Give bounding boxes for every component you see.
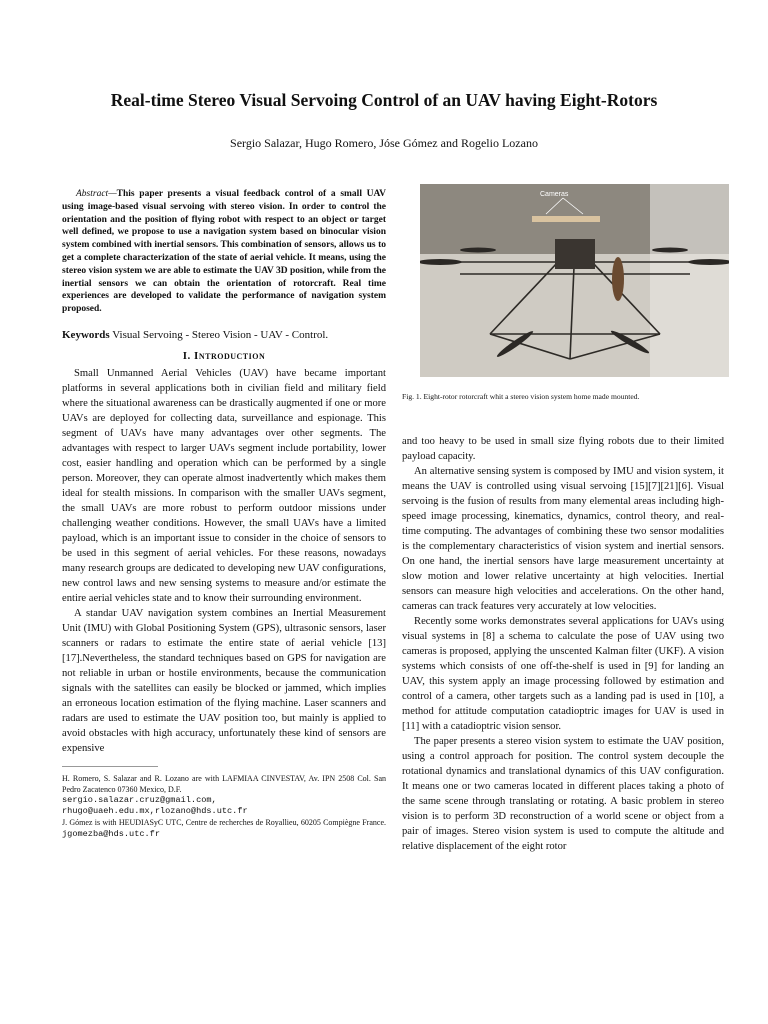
footnote-affiliation-2 bbox=[62, 817, 386, 840]
footnote-email-2: jgomezba@hds.utc.fr bbox=[62, 828, 160, 839]
footnote-emails-1a: sergio.salazar.cruz@gmail.com, bbox=[62, 794, 217, 805]
footnote-affiliation-2-text: J. Gómez is with HEUDIASyC UTC, Centre de recherches de Royallieu, 60205 Compiègne France. bbox=[62, 817, 386, 827]
author-list: Sergio Salazar, Hugo Romero, Jóse Gómez and Rogelio Lozano bbox=[230, 136, 538, 150]
left-column bbox=[62, 188, 386, 840]
abstract: Abstract—This paper presents a visual feedback control of a small UAV using image-based visual servoing with stereo vision. In order to control the orientation and the position of flying robot with respect to an object or target well defined, we propose to use a navigation system based on binocular vision system combined with inertial sensors. This combination of sensors, allows us to get a complete characterization of the state of aerial vehicle. It means, using the stereo vision system we are able to estimate the UAV 3D position, while from the inertial sensors we can obtain the orientation of rotorcraft. Real time experiences are developed to validate the performance of navigation system proposed. bbox=[62, 189, 386, 315]
footnote-affiliation-1: H. Romero, S. Salazar and R. Lozano are with LAFMIAA CINVESTAV, Av. IPN 2508 Col. San Pedro Zacatenco 07360 Mexico, D.F. bbox=[62, 773, 386, 794]
keywords bbox=[62, 328, 386, 343]
keywords-text: Visual Servoing - Stereo Vision - UAV - Control. bbox=[112, 328, 329, 341]
paper-title: Real-time Stereo Visual Servoing Control of an UAV having Eight-Rotors bbox=[110, 90, 658, 110]
keywords-label: Keywords bbox=[62, 328, 110, 341]
footnote-divider bbox=[62, 766, 158, 767]
right-paragraph-1: and too heavy to be used in small size flying robots due to their limited payload capacity. bbox=[402, 436, 724, 462]
intro-paragraph-1: Small Unmanned Aerial Vehicles (UAV) have became important platforms in several applications both in civilian field and military field where the situational awareness can be drastically augmented if one or more UAVs are deployed for collecting data, surveillance and espionage. This segment of UAVs have many advantages over other segments. The advantages with respect to larger UAVs segment include portability, lower cost, easier handling and operation which can be performed by a single person. Moreover, they can operate almost inadvertently which makes them ideal for stealth missions. In comparison with the smaller UAVs segment, the small UAVs are more robust to perform outdoor missions under challenging weather conditions. However, the small UAVs have a limited payload, which is an important issue to consider in the choice of sensors to be used in this segment of aerial vehicles. For these reasons, nowadays many research groups are dedicated to developing new UAV configurations, new control laws and new sensing systems to measure and/or estimate the entire aerial vehicles state and to know their surrounding environment. bbox=[62, 367, 386, 604]
figure-annotation-cameras: Cameras bbox=[540, 191, 569, 198]
abstract-label: Abstract bbox=[76, 189, 109, 199]
figure-caption: Fig. 1. Eight-rotor rotorcraft whit a stereo vision system home made mounted. bbox=[402, 392, 640, 401]
right-paragraph-4: The paper presents a stereo vision system to estimate the UAV position, using a control approach for position. The control system decouple the rotational dynamics and translational dynamics of this UAV configuration. It means one or two cameras located in different places taking a photo of the same scene through translating or rotating. A basic problem in stereo vision is to perform 3D reconstruction of a world scene or object from a pair of images. Stereo vision system is used to compute the altitude and relative displacement of the eight rotor bbox=[402, 736, 724, 852]
uav-photo-illustration bbox=[420, 184, 729, 377]
right-column bbox=[402, 434, 724, 854]
right-paragraph-3: Recently some works demonstrates several applications for UAVs using visual systems in [8] a schema to calculate the pose of UAV using two cameras is proposed, applying the unscented Kalman filter (UKF). A vision systems which consists of one off-the-shelf is used in [9] for landing an UAV, this system apply an image processing followed by estimation and control of a camera, other targets such as a landing pad is used in [10], a method for attitude computation catadioptric images for UAV is used in [11] with a catadioptric vision sensor. bbox=[402, 616, 724, 732]
footnote-emails-1b: rhugo@uaeh.edu.mx,rlozano@hds.utc.fr bbox=[62, 805, 248, 816]
figure-uav-photo bbox=[420, 184, 729, 377]
abstract-text: This paper presents a visual feedback control of a small UAV using image-based visual servoing with stereo vision. In order to control the orientation and the position of flying robot with respect to an object or target well defined, we propose to use a navigation system based on binocular vision system combined with inertial sensors. This combination of sensors, allows us to get a complete characterization of the state of aerial vehicle. It means, using the stereo vision system we are able to estimate the UAV 3D position, while from the inertial sensors we can obtain the orientation of rotorcraft. Real time experiences are developed to validate the performance of navigation system proposed. bbox=[62, 189, 386, 315]
right-paragraph-2: An alternative sensing system is composed by IMU and vision system, it means the UAV is controlled using visual servoing [15][7][21][6]. Visual servoing is the fusion of results from many elemental areas including high-speed image processing, kinematics, dynamics, control theory, and real-time computing. The advantages of combining these two sensor modalities is the complementary characteristics of vision system and inertial sensors. On one hand, the inertial sensors have large measurement uncertainty at slow motion and lower relative uncertainty at high velocities. Inertial sensors can measure high velocities and accelerations. On the other hand, cameras can track features very accurately at low velocities. bbox=[402, 466, 724, 612]
section-heading-introduction: I. Introduction bbox=[182, 349, 266, 362]
intro-paragraph-2: A standar UAV navigation system combines an Inertial Measurement Unit (IMU) with Global Positioning System (GPS), ultrasonic sensors, laser scanners or radars to estimate the entire state of aerial vehicle [13][17].Nevertheless, the standard techniques based on GPS for navigation are not reliable in urban or hostile environments, because the communication signals with the satellites can easily be blocked or jammed, which implies an erroneous location estimation of the flying machine. Laser scanners and radars are used to estimate the UAV position too, but mainly is applied to avoid obstacles with high accuracy, unfortunately these kind of sensors are expensive bbox=[62, 607, 386, 754]
